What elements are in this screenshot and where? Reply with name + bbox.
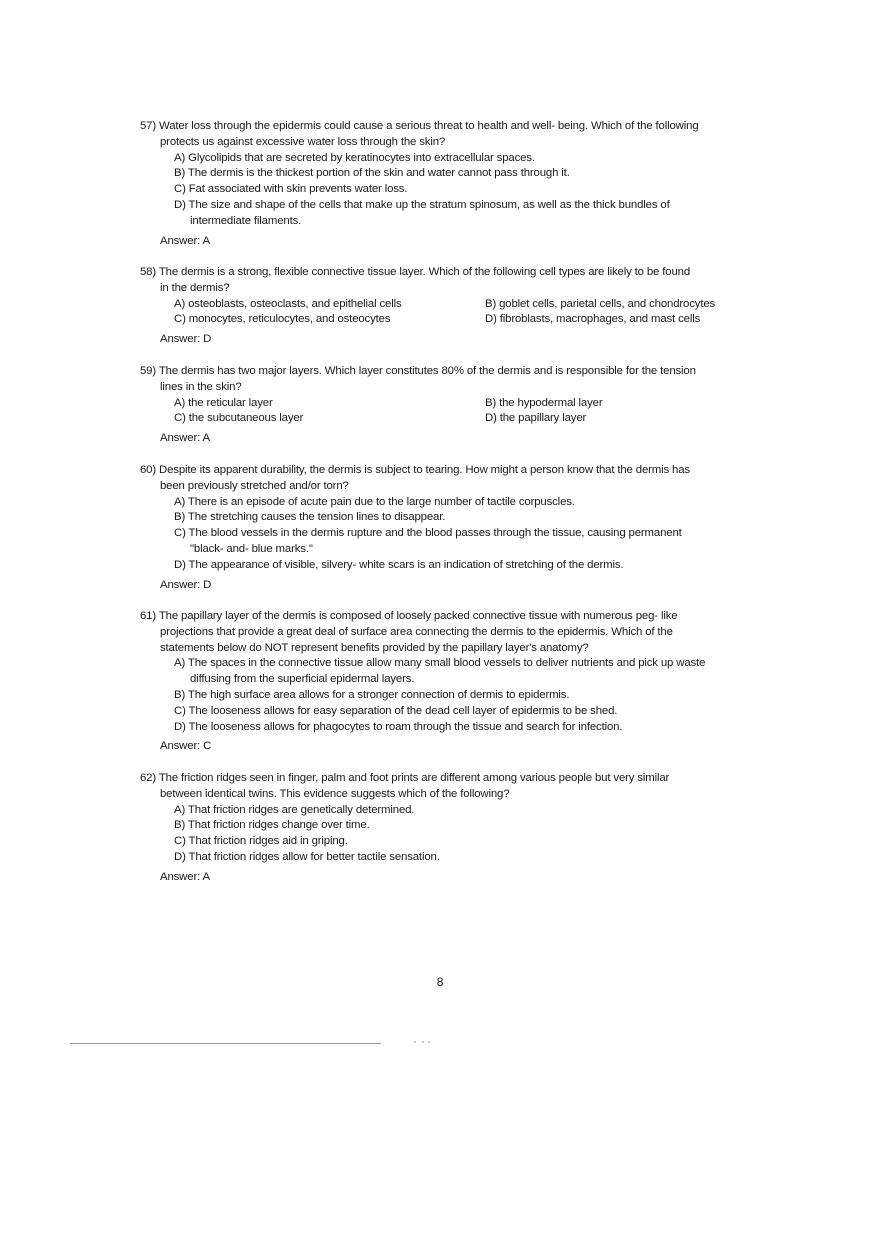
option-row: [140, 396, 760, 412]
option-a: A) Glycolipids that are secreted by keratinocytes into extracellular spaces.: [174, 151, 535, 164]
answer-line: Answer: C: [160, 740, 212, 753]
question-stem-line: projections that provide a great deal of surface area connecting the dermis to the epidermis. Which of the: [160, 625, 673, 638]
option-b: B) goblet cells, parietal cells, and chondrocytes: [485, 297, 716, 310]
option-a: A) osteoblasts, osteoclasts, and epithelial cells: [174, 297, 402, 310]
option-b: B) The stretching causes the tension lines to disappear.: [174, 511, 446, 524]
question-stem-line: lines in the skin?: [160, 380, 242, 393]
option-c: C) the subcutaneous layer: [174, 412, 304, 425]
option-d: D) The appearance of visible, silvery- white scars is an indication of stretching of the dermis.: [174, 558, 624, 571]
option-a: A) the reticular layer: [174, 396, 273, 409]
question-62: [140, 771, 760, 886]
question-stem-line: 60) Despite its apparent durability, the dermis is subject to tearing. How might a person know that the dermis has: [140, 464, 690, 476]
question-stem-line: 58) The dermis is a strong, flexible connective tissue layer. Which of the following cell types are likely to be found: [140, 266, 691, 278]
option-b: B) the hypodermal layer: [485, 396, 603, 409]
option-d: D) That friction ridges allow for better tactile sensation.: [174, 850, 440, 863]
option-a: A) That friction ridges are genetically determined.: [174, 803, 415, 816]
option-d: D) The size and shape of the cells that make up the stratum spinosum, as well as the thick bundles of: [174, 198, 670, 211]
option-b: B) The high surface area allows for a stronger connection of dermis to epidermis.: [174, 688, 570, 701]
option-c-continued: "black- and- blue marks.": [190, 542, 313, 555]
option-d-continued: intermediate filaments.: [190, 214, 302, 227]
footer-mark: [414, 1041, 434, 1044]
option-row: [140, 297, 760, 313]
option-a: A) The spaces in the connective tissue allow many small blood vessels to deliver nutrients and pick up waste: [174, 657, 706, 670]
footer-divider: [70, 1043, 381, 1044]
option-row: [140, 411, 760, 427]
answer-line: Answer: D: [160, 333, 212, 346]
question-stem-line: in the dermis?: [160, 281, 230, 294]
option-d: D) fibroblasts, macrophages, and mast cells: [485, 313, 701, 326]
option-b: B) That friction ridges change over time.: [174, 819, 370, 832]
question-58: [140, 265, 760, 348]
option-a-continued: diffusing from the superficial epidermal layers.: [190, 673, 415, 686]
option-c: C) monocytes, reticulocytes, and osteocytes: [174, 313, 391, 326]
answer-line: Answer: A: [160, 870, 210, 883]
question-60: [140, 463, 760, 593]
option-c: C) Fat associated with skin prevents water loss.: [174, 183, 408, 196]
question-stem-line: protects us against excessive water loss through the skin?: [160, 135, 446, 148]
answer-line: Answer: A: [160, 432, 210, 445]
question-stem-line: 57) Water loss through the epidermis could cause a serious threat to health and well- being. Which of the following: [140, 120, 699, 132]
option-c: C) The blood vessels in the dermis rupture and the blood passes through the tissue, causing permanent: [174, 527, 682, 540]
option-b: B) The dermis is the thickest portion of the skin and water cannot pass through it.: [174, 167, 570, 180]
question-stem-line: 59) The dermis has two major layers. Which layer constitutes 80% of the dermis and is responsible for the tension: [140, 365, 696, 377]
question-61: [140, 609, 760, 755]
option-c: C) That friction ridges aid in griping.: [174, 835, 348, 848]
question-stem-line: statements below do NOT represent benefits provided by the papillary layer's anatomy?: [160, 641, 589, 654]
option-a: A) There is an episode of acute pain due to the large number of tactile corpuscles.: [174, 495, 575, 508]
option-d: D) The looseness allows for phagocytes to roam through the tissue and search for infection.: [174, 720, 623, 733]
option-row: [140, 312, 760, 328]
question-stem-line: between identical twins. This evidence suggests which of the following?: [160, 787, 510, 800]
option-d: D) the papillary layer: [485, 412, 587, 425]
option-c: C) The looseness allows for easy separation of the dead cell layer of epidermis to be shed.: [174, 704, 618, 717]
answer-line: Answer: D: [160, 578, 212, 591]
question-stem-line: 62) The friction ridges seen in finger, palm and foot prints are different among various people but very similar: [140, 772, 670, 784]
page-number: 8: [436, 975, 444, 989]
question-57: [140, 119, 760, 249]
question-stem-line: been previously stretched and/or torn?: [160, 479, 349, 492]
question-59: [140, 364, 760, 447]
answer-line: Answer: A: [160, 234, 210, 247]
question-stem-line: 61) The papillary layer of the dermis is composed of loosely packed connective tissue with numerous peg- like: [140, 610, 678, 622]
